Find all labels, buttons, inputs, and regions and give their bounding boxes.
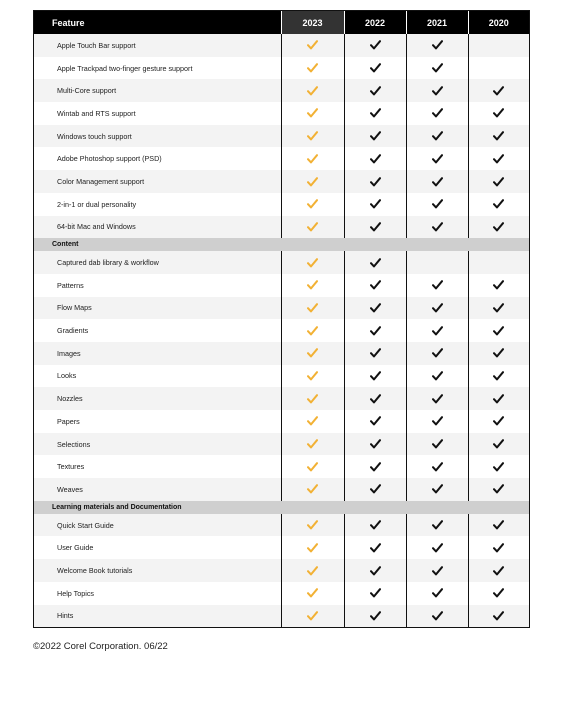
check-icon <box>370 348 381 358</box>
mark-cell-2023 <box>281 297 344 320</box>
check-icon <box>432 416 443 426</box>
mark-cell-2023 <box>281 274 344 297</box>
check-icon <box>307 177 318 187</box>
feature-name: Apple Touch Bar support <box>34 34 281 57</box>
mark-cell-2022 <box>344 478 406 501</box>
check-icon <box>432 611 443 621</box>
feature-name: Flow Maps <box>34 297 281 320</box>
feature-name: Textures <box>34 455 281 478</box>
mark-cell-2021 <box>406 147 468 170</box>
check-icon <box>432 154 443 164</box>
feature-name: Quick Start Guide <box>34 514 281 537</box>
mark-cell-2023 <box>281 478 344 501</box>
check-icon <box>370 326 381 336</box>
check-icon <box>493 416 504 426</box>
check-icon <box>432 222 443 232</box>
mark-cell-2023 <box>281 387 344 410</box>
check-icon <box>307 131 318 141</box>
check-icon <box>370 222 381 232</box>
table-row <box>34 102 529 125</box>
mark-cell-2020 <box>468 216 529 239</box>
feature-name: Adobe Photoshop support (PSD) <box>34 147 281 170</box>
check-icon <box>307 371 318 381</box>
table-row <box>34 365 529 388</box>
mark-cell-2021 <box>406 216 468 239</box>
check-icon <box>432 280 443 290</box>
table-row <box>34 559 529 582</box>
mark-cell-2023 <box>281 582 344 605</box>
mark-cell-2023 <box>281 125 344 148</box>
check-icon <box>370 258 381 268</box>
mark-cell-2023 <box>281 342 344 365</box>
feature-name: 64-bit Mac and Windows <box>34 216 281 239</box>
check-icon <box>432 394 443 404</box>
mark-cell-2020 <box>468 170 529 193</box>
check-icon <box>307 566 318 576</box>
mark-cell-2023 <box>281 57 344 80</box>
table-row <box>34 387 529 410</box>
mark-cell-2022 <box>344 193 406 216</box>
mark-cell-2021 <box>406 582 468 605</box>
mark-cell-2022 <box>344 387 406 410</box>
feature-name: Multi-Core support <box>34 79 281 102</box>
mark-cell-2020 <box>468 455 529 478</box>
table-row <box>34 514 529 537</box>
mark-cell-2020 <box>468 582 529 605</box>
feature-comparison-table <box>33 10 530 628</box>
table-row <box>34 125 529 148</box>
check-icon <box>432 371 443 381</box>
check-icon <box>370 108 381 118</box>
mark-cell-2021 <box>406 170 468 193</box>
table-row <box>34 274 529 297</box>
check-icon <box>370 462 381 472</box>
check-icon <box>432 303 443 313</box>
feature-name: Nozzles <box>34 387 281 410</box>
check-icon <box>493 108 504 118</box>
mark-cell-2021 <box>406 342 468 365</box>
check-icon <box>307 108 318 118</box>
mark-cell-2022 <box>344 170 406 193</box>
check-icon <box>370 131 381 141</box>
check-icon <box>432 566 443 576</box>
mark-cell-2020 <box>468 605 529 628</box>
mark-cell-2021 <box>406 274 468 297</box>
mark-cell-2023 <box>281 536 344 559</box>
mark-cell-2021 <box>406 34 468 57</box>
mark-cell-2021 <box>406 410 468 433</box>
feature-name: Gradients <box>34 319 281 342</box>
mark-cell-2023 <box>281 605 344 628</box>
check-icon <box>432 326 443 336</box>
mark-cell-2020 <box>468 79 529 102</box>
header-year-2021: 2021 <box>406 11 468 34</box>
mark-cell-2023 <box>281 193 344 216</box>
check-icon <box>370 520 381 530</box>
mark-cell-2021 <box>406 193 468 216</box>
mark-cell-2021 <box>406 79 468 102</box>
check-icon <box>370 611 381 621</box>
check-icon <box>307 520 318 530</box>
feature-name: User Guide <box>34 536 281 559</box>
check-icon <box>432 462 443 472</box>
table-row <box>34 170 529 193</box>
table-row <box>34 410 529 433</box>
feature-name: Patterns <box>34 274 281 297</box>
table-row <box>34 433 529 456</box>
check-icon <box>307 484 318 494</box>
feature-name: Captured dab library & workflow <box>34 251 281 274</box>
check-icon <box>493 484 504 494</box>
mark-cell-2021 <box>406 559 468 582</box>
mark-cell-2023 <box>281 170 344 193</box>
header-feature: Feature <box>34 11 281 34</box>
mark-cell-2023 <box>281 319 344 342</box>
check-icon <box>370 303 381 313</box>
check-icon <box>432 86 443 96</box>
check-icon <box>370 588 381 598</box>
feature-name: Apple Trackpad two-finger gesture support <box>34 57 281 80</box>
check-icon <box>493 611 504 621</box>
check-icon <box>493 177 504 187</box>
mark-cell-2020 <box>468 57 529 80</box>
mark-cell-2020 <box>468 559 529 582</box>
mark-cell-2022 <box>344 582 406 605</box>
table-row <box>34 455 529 478</box>
mark-cell-2020 <box>468 410 529 433</box>
mark-cell-2020 <box>468 433 529 456</box>
check-icon <box>493 439 504 449</box>
mark-cell-2020 <box>468 297 529 320</box>
check-icon <box>493 222 504 232</box>
mark-cell-2022 <box>344 319 406 342</box>
mark-cell-2022 <box>344 410 406 433</box>
mark-cell-2020 <box>468 514 529 537</box>
check-icon <box>493 543 504 553</box>
check-icon <box>493 588 504 598</box>
table-row <box>34 57 529 80</box>
table-row <box>34 193 529 216</box>
check-icon <box>307 588 318 598</box>
check-icon <box>370 543 381 553</box>
check-icon <box>432 520 443 530</box>
mark-cell-2023 <box>281 365 344 388</box>
feature-name: Help Topics <box>34 582 281 605</box>
mark-cell-2022 <box>344 455 406 478</box>
mark-cell-2023 <box>281 559 344 582</box>
mark-cell-2020 <box>468 125 529 148</box>
check-icon <box>493 86 504 96</box>
check-icon <box>493 462 504 472</box>
check-icon <box>432 588 443 598</box>
feature-name: Selections <box>34 433 281 456</box>
check-icon <box>493 566 504 576</box>
table-row <box>34 79 529 102</box>
check-icon <box>493 394 504 404</box>
mark-cell-2022 <box>344 34 406 57</box>
table-row <box>34 342 529 365</box>
mark-cell-2020 <box>468 365 529 388</box>
feature-name: Images <box>34 342 281 365</box>
table-row <box>34 34 529 57</box>
check-icon <box>307 462 318 472</box>
table-row <box>34 582 529 605</box>
feature-name: Looks <box>34 365 281 388</box>
mark-cell-2022 <box>344 125 406 148</box>
mark-cell-2021 <box>406 514 468 537</box>
mark-cell-2020 <box>468 274 529 297</box>
table-row <box>34 297 529 320</box>
check-icon <box>370 484 381 494</box>
mark-cell-2022 <box>344 274 406 297</box>
mark-cell-2021 <box>406 297 468 320</box>
mark-cell-2022 <box>344 57 406 80</box>
mark-cell-2021 <box>406 605 468 628</box>
check-icon <box>307 303 318 313</box>
mark-cell-2020 <box>468 147 529 170</box>
check-icon <box>307 439 318 449</box>
check-icon <box>432 348 443 358</box>
check-icon <box>307 611 318 621</box>
header-year-2022: 2022 <box>344 11 406 34</box>
check-icon <box>307 86 318 96</box>
check-icon <box>370 439 381 449</box>
mark-cell-2021 <box>406 125 468 148</box>
mark-cell-2023 <box>281 102 344 125</box>
mark-cell-2020 <box>468 319 529 342</box>
check-icon <box>307 326 318 336</box>
mark-cell-2023 <box>281 514 344 537</box>
mark-cell-2022 <box>344 433 406 456</box>
copyright-footer: ©2022 Corel Corporation. 06/22 <box>33 641 168 652</box>
mark-cell-2021 <box>406 455 468 478</box>
check-icon <box>370 154 381 164</box>
check-icon <box>493 520 504 530</box>
mark-cell-2023 <box>281 410 344 433</box>
check-icon <box>432 40 443 50</box>
mark-cell-2021 <box>406 57 468 80</box>
check-icon <box>493 131 504 141</box>
mark-cell-2022 <box>344 297 406 320</box>
check-icon <box>307 280 318 290</box>
check-icon <box>307 154 318 164</box>
check-icon <box>432 199 443 209</box>
check-icon <box>307 222 318 232</box>
mark-cell-2020 <box>468 34 529 57</box>
mark-cell-2022 <box>344 536 406 559</box>
check-icon <box>307 63 318 73</box>
mark-cell-2020 <box>468 387 529 410</box>
mark-cell-2022 <box>344 79 406 102</box>
mark-cell-2021 <box>406 478 468 501</box>
check-icon <box>307 543 318 553</box>
check-icon <box>370 63 381 73</box>
check-icon <box>493 371 504 381</box>
mark-cell-2023 <box>281 455 344 478</box>
check-icon <box>432 543 443 553</box>
check-icon <box>307 416 318 426</box>
mark-cell-2023 <box>281 216 344 239</box>
mark-cell-2020 <box>468 478 529 501</box>
check-icon <box>370 371 381 381</box>
feature-name: Papers <box>34 410 281 433</box>
table-row <box>34 319 529 342</box>
mark-cell-2022 <box>344 559 406 582</box>
mark-cell-2022 <box>344 216 406 239</box>
table-row <box>34 216 529 239</box>
mark-cell-2022 <box>344 605 406 628</box>
feature-name: Color Management support <box>34 170 281 193</box>
mark-cell-2023 <box>281 147 344 170</box>
section-title: Content <box>34 238 529 251</box>
mark-cell-2022 <box>344 342 406 365</box>
mark-cell-2022 <box>344 147 406 170</box>
check-icon <box>432 439 443 449</box>
check-icon <box>307 394 318 404</box>
feature-name: Windows touch support <box>34 125 281 148</box>
check-icon <box>493 348 504 358</box>
mark-cell-2020 <box>468 251 529 274</box>
check-icon <box>493 199 504 209</box>
mark-cell-2021 <box>406 365 468 388</box>
mark-cell-2022 <box>344 365 406 388</box>
check-icon <box>493 280 504 290</box>
header-row <box>34 11 529 34</box>
header-year-2020: 2020 <box>468 11 529 34</box>
check-icon <box>432 484 443 494</box>
check-icon <box>370 280 381 290</box>
mark-cell-2020 <box>468 102 529 125</box>
check-icon <box>307 348 318 358</box>
check-icon <box>432 108 443 118</box>
check-icon <box>370 86 381 96</box>
section-row <box>34 501 529 514</box>
mark-cell-2020 <box>468 536 529 559</box>
section-title: Learning materials and Documentation <box>34 501 529 514</box>
mark-cell-2021 <box>406 319 468 342</box>
check-icon <box>370 40 381 50</box>
check-icon <box>370 566 381 576</box>
feature-name: Weaves <box>34 478 281 501</box>
check-icon <box>370 416 381 426</box>
table-row <box>34 536 529 559</box>
table-row <box>34 147 529 170</box>
table-row <box>34 478 529 501</box>
check-icon <box>370 199 381 209</box>
check-icon <box>493 303 504 313</box>
mark-cell-2022 <box>344 102 406 125</box>
mark-cell-2022 <box>344 251 406 274</box>
feature-name: Wintab and RTS support <box>34 102 281 125</box>
mark-cell-2023 <box>281 251 344 274</box>
header-year-2023: 2023 <box>281 11 344 34</box>
check-icon <box>493 326 504 336</box>
mark-cell-2023 <box>281 433 344 456</box>
mark-cell-2021 <box>406 536 468 559</box>
check-icon <box>432 177 443 187</box>
mark-cell-2023 <box>281 79 344 102</box>
mark-cell-2021 <box>406 433 468 456</box>
check-icon <box>307 199 318 209</box>
table-body <box>34 34 529 627</box>
feature-name: 2-in-1 or dual personality <box>34 193 281 216</box>
table-row <box>34 251 529 274</box>
mark-cell-2021 <box>406 102 468 125</box>
check-icon <box>370 394 381 404</box>
mark-cell-2021 <box>406 251 468 274</box>
check-icon <box>307 258 318 268</box>
table-row <box>34 605 529 628</box>
check-icon <box>307 40 318 50</box>
mark-cell-2022 <box>344 514 406 537</box>
mark-cell-2021 <box>406 387 468 410</box>
section-row <box>34 238 529 251</box>
check-icon <box>432 131 443 141</box>
mark-cell-2023 <box>281 34 344 57</box>
feature-name: Hints <box>34 605 281 628</box>
check-icon <box>370 177 381 187</box>
mark-cell-2020 <box>468 342 529 365</box>
mark-cell-2020 <box>468 193 529 216</box>
check-icon <box>493 154 504 164</box>
feature-name: Welcome Book tutorials <box>34 559 281 582</box>
check-icon <box>432 63 443 73</box>
